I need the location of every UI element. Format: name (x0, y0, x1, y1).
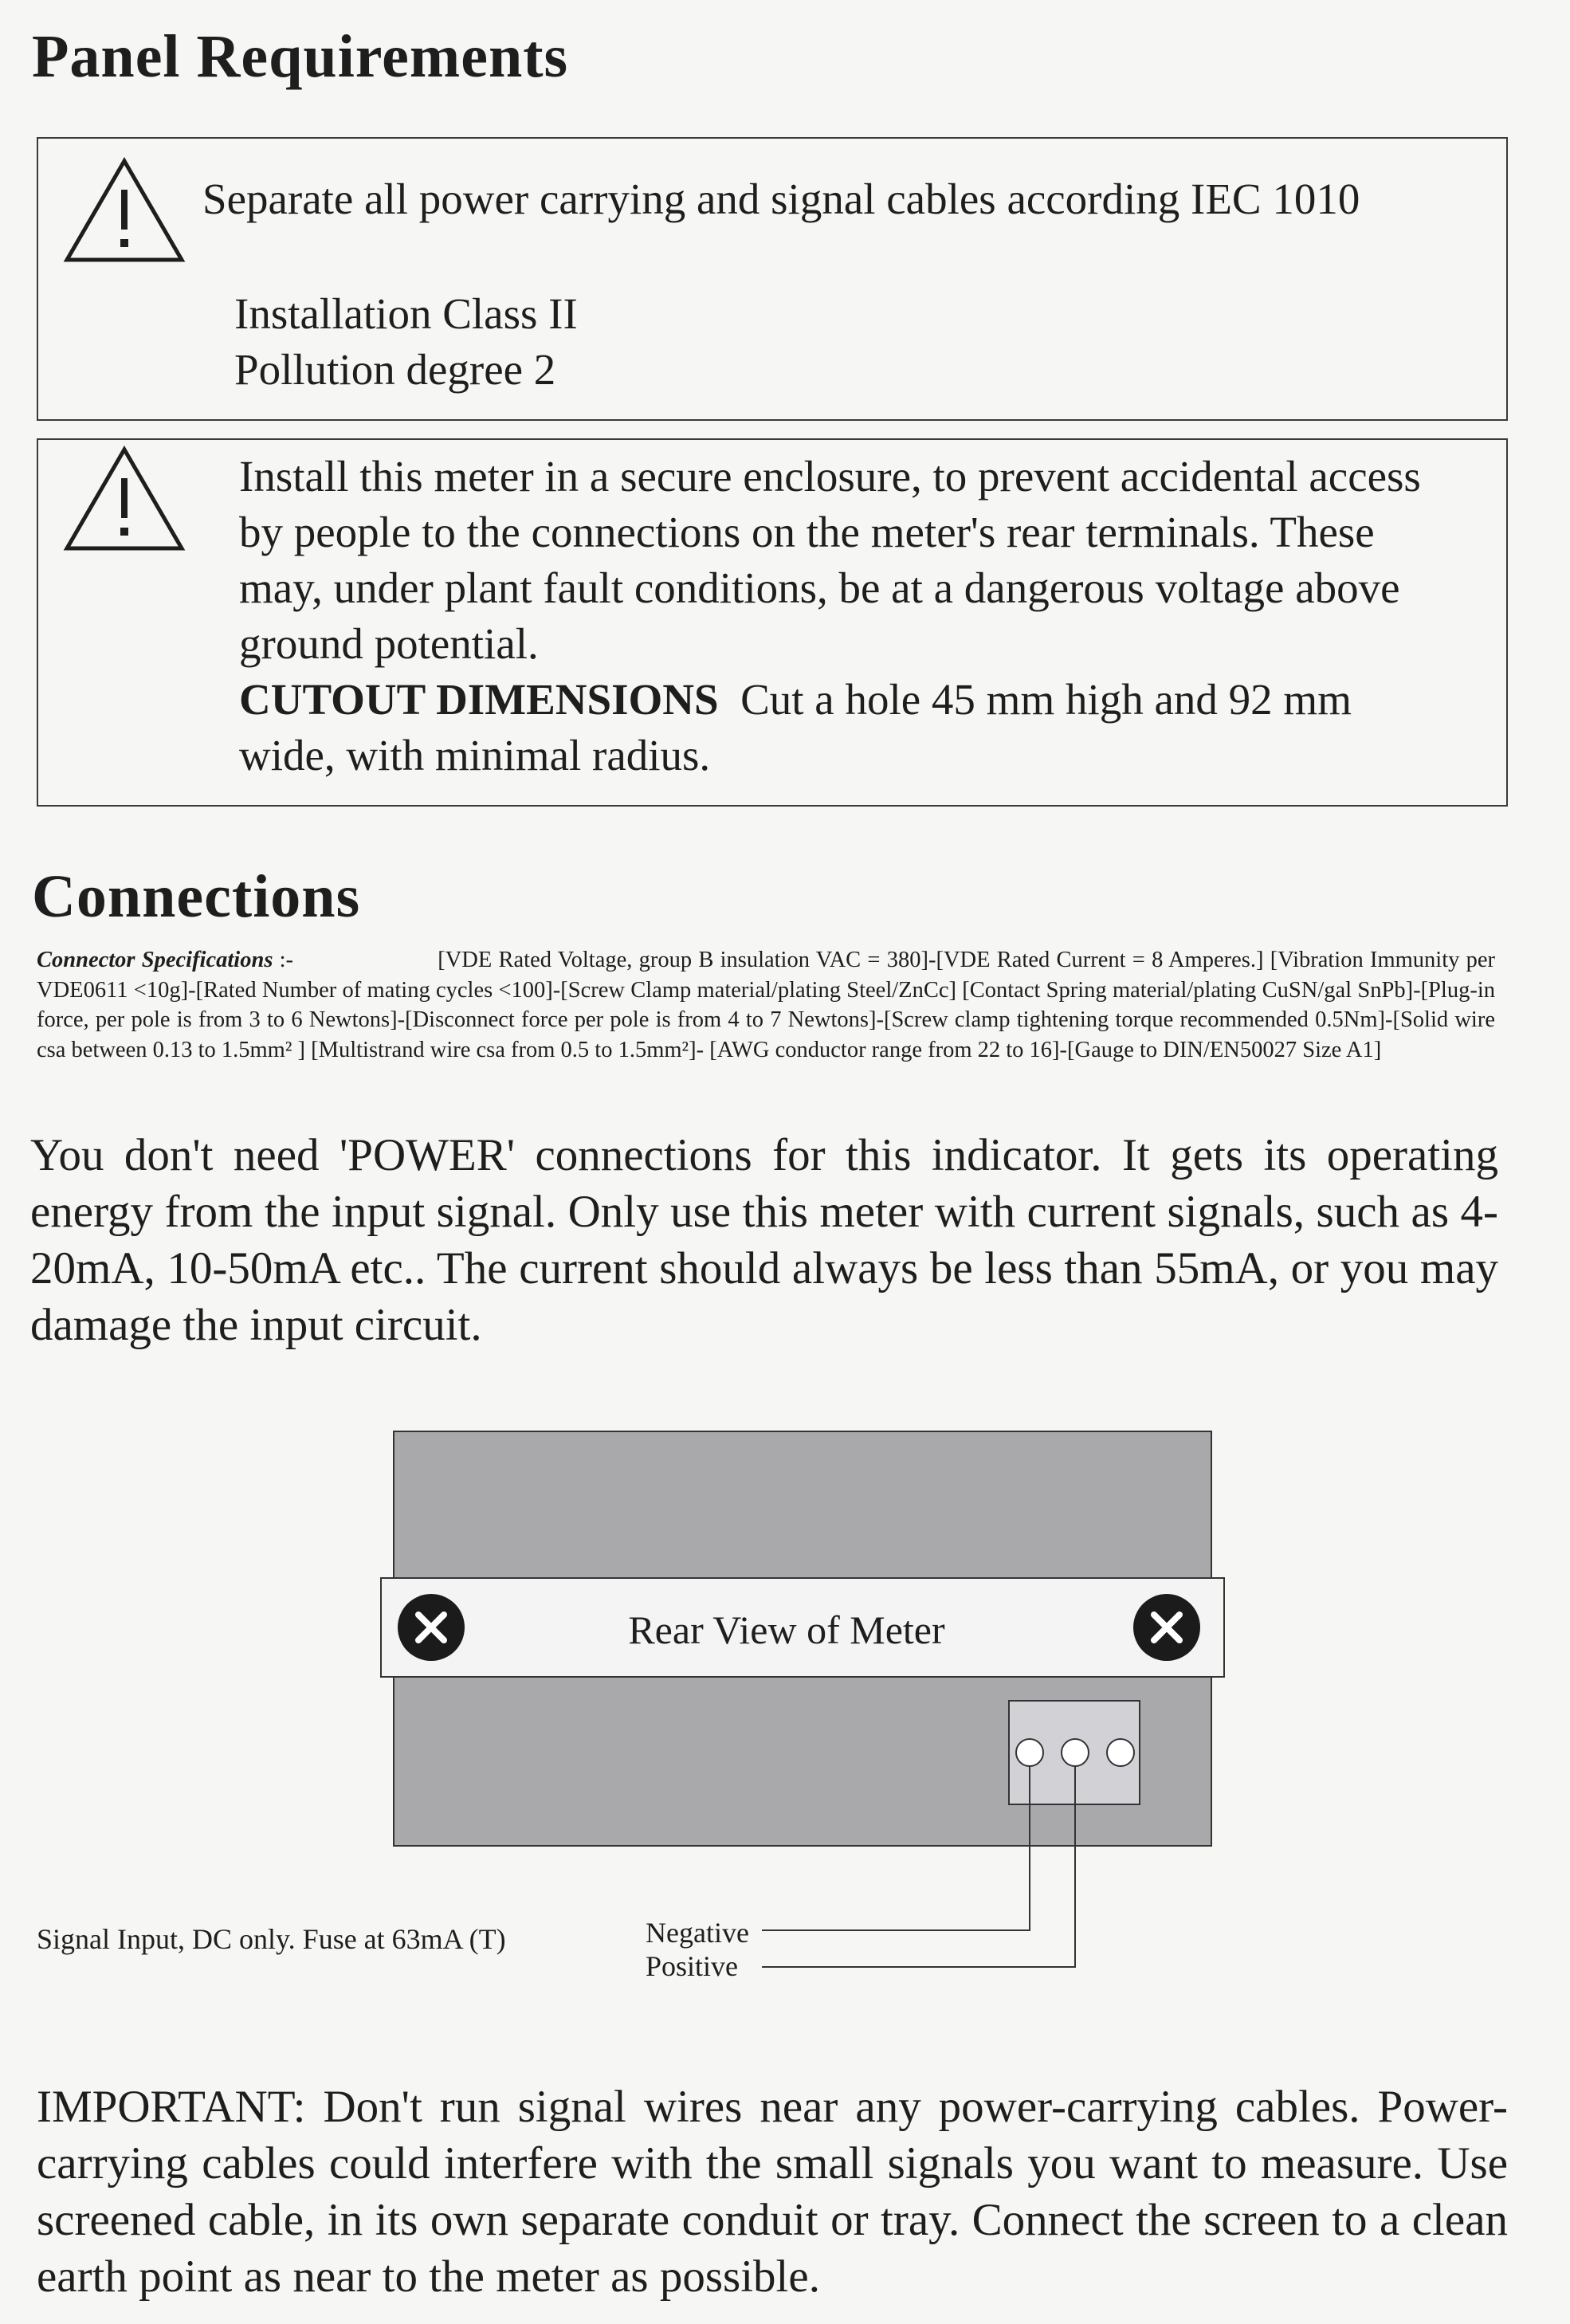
warning-triangle-icon (61, 443, 188, 555)
box1-line3: Pollution degree 2 (234, 345, 556, 394)
power-paragraph: You don't need 'POWER' connections for this indicator. It gets its operating energy from the input signal. Only use this meter with current signals, such as 4-20mA, 10-50mA etc.. The current should always be less than 55mA, or you may damage the input circuit. (30, 1130, 1498, 1350)
important-paragraph: IMPORTANT: Don't run signal wires near any power-carrying cables. Power-carrying cables could interfere with the small signals you want to measure. Use screened cable, in its own separate conduit or tray. Connect the screen to a clean earth point as near to the meter as possible. (37, 2082, 1508, 2302)
connector-specifications (37, 945, 1495, 1065)
box2-line5 (239, 671, 1352, 728)
terminal-3 (1107, 1739, 1134, 1766)
diagram-title: Rear View of Meter (628, 1608, 945, 1652)
box2-line6: wide, with minimal radius. (239, 731, 711, 779)
positive-label: Positive (646, 1950, 739, 1982)
connector-spec-separator: :- (279, 948, 294, 972)
panel-requirements-heading: Panel Requirements (32, 23, 569, 90)
connector-spec-label: Connector Specifications (37, 948, 273, 972)
connector-spec-text: [VDE Rated Voltage, group B insulation VAC = 380]-[VDE Rated Current = 8 Amperes.] [Vibration Immunity per VDE0611 <10g]-[Rated Number of mating cycles <100]-[Screw Clamp material/plating Steel/ZnCc] [Contact Spring material/plating CuSN/gal SnPb]-[Plug-in force, per pole is from 3 to 6 Newtons]-[Disconnect force per pole is from 4 to 7 Newtons]-[Screw clamp tightening torque recommended 0.5Nm]-[Solid wire csa between 0.13 to 1.5mm² ] [Multistrand wire csa from 0.5 to 1.5mm²]- [AWG conductor range from 22 to 16]-[Gauge to DIN/EN50027 Size A1] (37, 948, 1495, 1062)
box2-line4: ground potential. (239, 619, 539, 668)
box2-line1: Install this meter in a secure enclosure, to prevent accidental access (239, 452, 1421, 501)
screw-left-icon (398, 1594, 465, 1661)
box1-line2: Installation Class II (234, 289, 578, 338)
negative-label: Negative (646, 1917, 749, 1949)
connections-heading: Connections (32, 863, 361, 930)
rear-view-diagram (0, 1419, 1570, 1992)
terminal-2 (1062, 1739, 1089, 1766)
box2-line2: by people to the connections on the meter's rear terminals. These (239, 508, 1375, 556)
screw-right-icon (1133, 1594, 1200, 1661)
warning-triangle-icon (61, 155, 188, 266)
warning-box-cables (37, 137, 1508, 421)
terminal-1 (1016, 1739, 1043, 1766)
box2-line3: may, under plant fault conditions, be at a dangerous voltage above (239, 563, 1400, 612)
cutout-dimensions-text: Cut a hole 45 mm high and 92 mm (740, 675, 1352, 724)
signal-input-caption: Signal Input, DC only. Fuse at 63mA (T) (37, 1923, 506, 1955)
warning-box-enclosure (37, 438, 1508, 807)
cutout-dimensions-label: CUTOUT DIMENSIONS (239, 675, 719, 724)
box1-line1: Separate all power carrying and signal cables according IEC 1010 (202, 175, 1360, 223)
